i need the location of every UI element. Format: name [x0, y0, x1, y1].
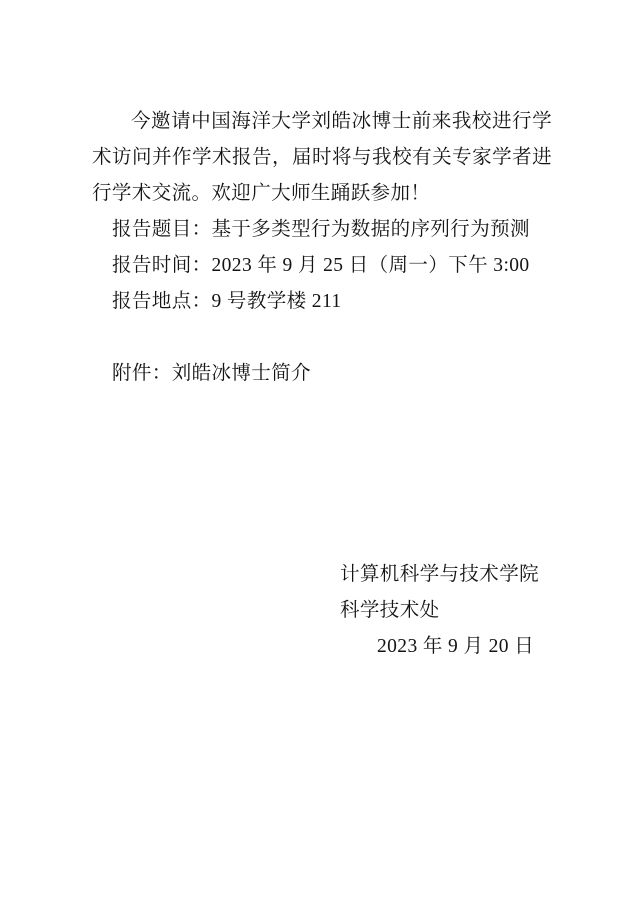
document-body: [92, 104, 552, 392]
report-time-line: 报告时间：2023 年 9 月 25 日（周一）下午 3:00: [112, 255, 530, 276]
paragraph-spacer: [92, 320, 552, 356]
signature-block: [340, 557, 600, 665]
signature-department: 计算机科学与技术学院: [340, 564, 540, 585]
signature-office: 科学技术处: [340, 600, 440, 621]
report-location-line: 报告地点：9 号教学楼 211: [112, 291, 342, 312]
attachment-line: 附件：刘皓冰博士简介: [112, 363, 312, 384]
report-title-line: 报告题目：基于多类型行为数据的序列行为预测: [112, 219, 530, 240]
signature-date: 2023 年 9 月 20 日: [377, 636, 535, 657]
invitation-paragraph: 今邀请中国海洋大学刘皓冰博士前来我校进行学术访问并作学术报告，届时将与我校有关专家学者进行学术交流。欢迎广大师生踊跃参加！: [92, 111, 552, 204]
